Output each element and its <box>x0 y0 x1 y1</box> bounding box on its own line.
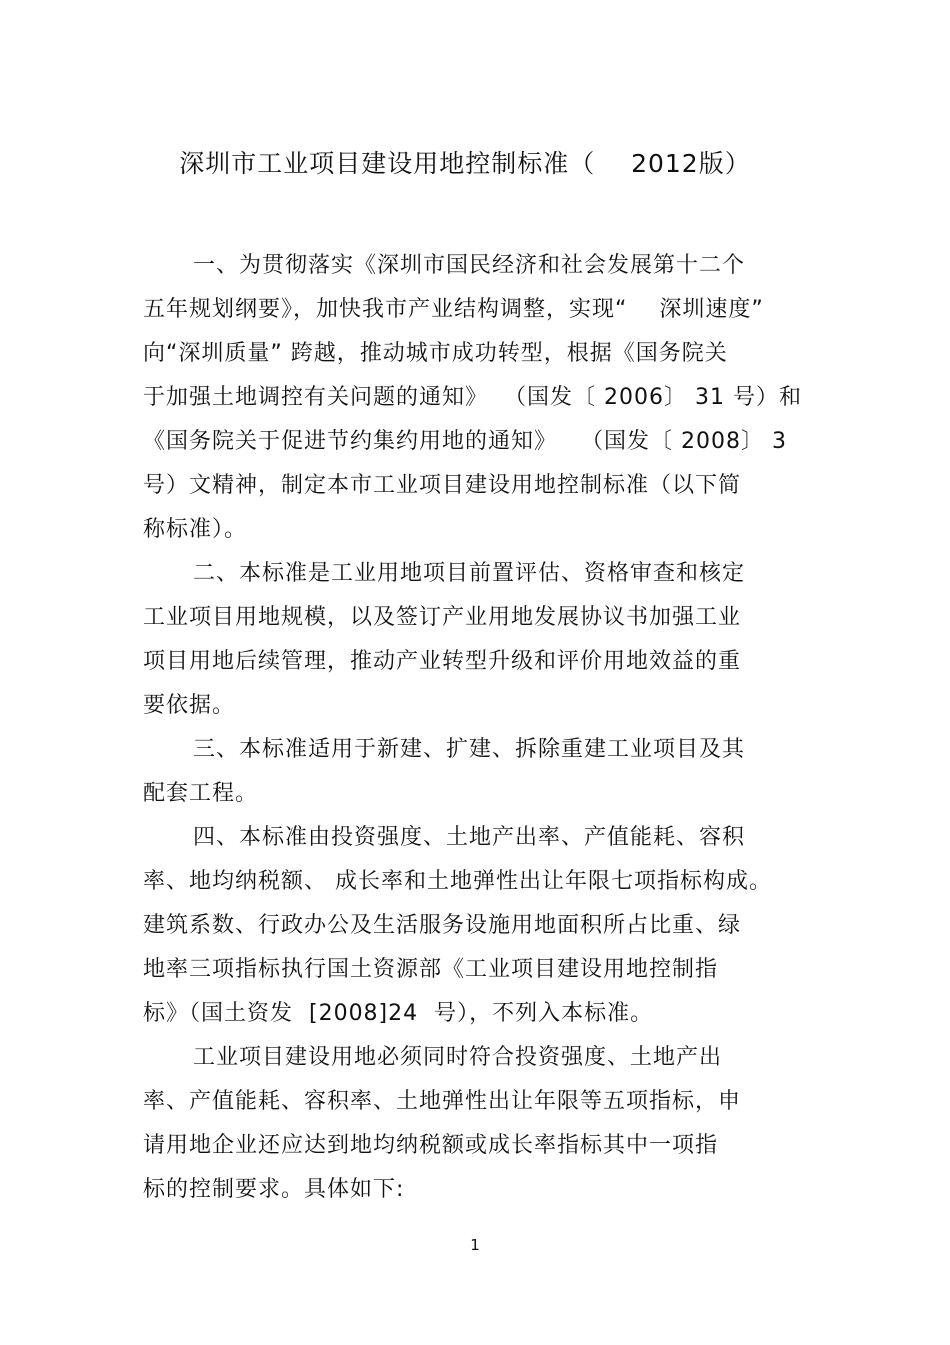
paragraph-1-line-1: 一、为贯彻落实《深圳市国民经济和社会发展第十二个 <box>193 253 746 278</box>
document-body <box>143 244 823 1212</box>
paragraph-4-line-4: 地率三项指标执行国土资源部《工业项目建设用地控制指 <box>143 957 719 982</box>
paragraph-2-line-2: 工业项目用地规模，以及签订产业用地发展协议书加强工业 <box>143 605 742 630</box>
paragraph-3-line-2: 配套工程。 <box>143 781 259 806</box>
paragraph-5-line-2: 率、产值能耗、容积率、土地弹性出让年限等五项指标，申 <box>143 1089 742 1114</box>
page-number: 1 <box>470 1236 480 1254</box>
paragraph-1-line-6: 号）文精神，制定本市工业项目建设用地控制标准（以下简 <box>143 473 742 498</box>
paragraph-2-line-4: 要依据。 <box>143 693 236 718</box>
paragraph-2-line-3: 项目用地后续管理，推动产业转型升级和评价用地效益的重 <box>143 649 742 674</box>
document-title: 深圳市工业项目建设用地控制标准（ 2012版） <box>179 149 751 178</box>
paragraph-4-line-3: 建筑系数、行政办公及生活服务设施用地面积所占比重、绿 <box>143 913 742 938</box>
paragraph-4-line-1: 四、本标准由投资强度、土地产出率、产值能耗、容积 <box>193 825 746 850</box>
paragraph-1-line-2: 五年规划纲要》，加快我市产业结构调整，实现“ 深圳速度” <box>143 297 764 322</box>
paragraph-2-line-1: 二、本标准是工业用地项目前置评估、资格审查和核定 <box>193 561 746 586</box>
paragraph-5-line-3: 请用地企业还应达到地均纳税额或成长率指标其中一项指 <box>143 1133 719 1158</box>
paragraph-1-line-7: 称标准）。 <box>143 517 248 542</box>
paragraph-4-line-5: 标》（国土资发 [2008]24 号），不列入本标准。 <box>143 1001 654 1026</box>
paragraph-4-line-2: 率、地均纳税额、 成长率和土地弹性出让年限七项指标构成。 <box>143 869 772 894</box>
paragraph-5-line-1: 工业项目建设用地必须同时符合投资强度、土地产出 <box>193 1045 723 1070</box>
paragraph-5-line-4: 标的控制要求。具体如下: <box>143 1177 405 1202</box>
paragraph-1-line-3: 向“深圳质量” 跨越，推动城市成功转型，根据《国务院关 <box>143 341 728 366</box>
paragraph-1-line-5: 《国务院关于促进节约集约用地的通知》 （国发〔 2008〕 3 <box>143 429 787 454</box>
paragraph-3-line-1: 三、本标准适用于新建、扩建、拆除重建工业项目及其 <box>193 737 746 762</box>
paragraph-1-line-4: 于加强土地调控有关问题的通知》 （国发〔 2006〕 31 号）和 <box>143 385 802 410</box>
